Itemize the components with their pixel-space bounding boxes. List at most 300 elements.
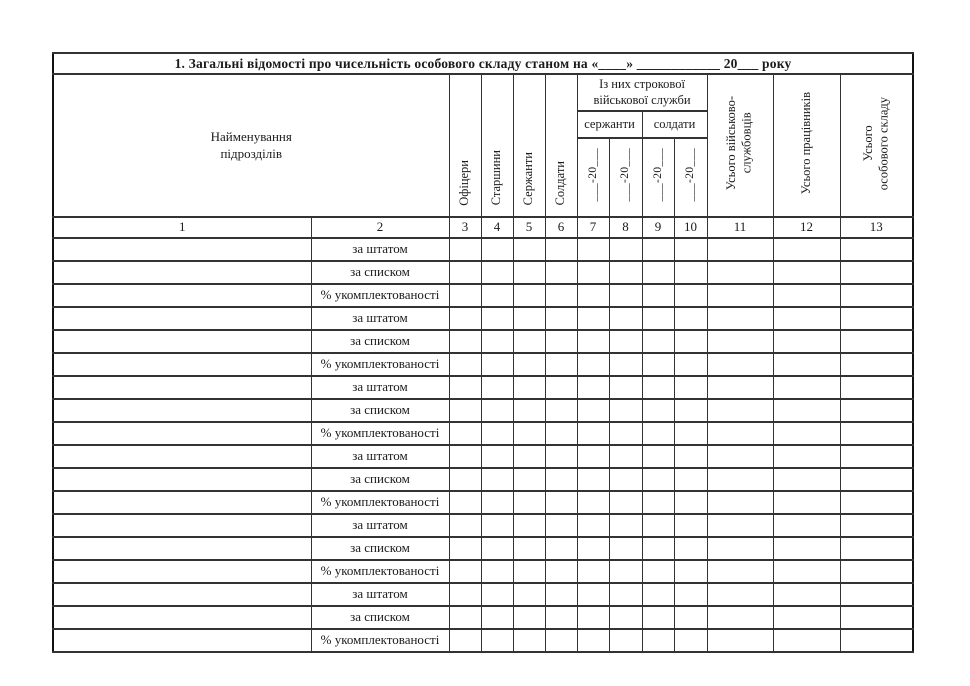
data-cell-total-personnel: [840, 491, 913, 514]
col-number-3: 3: [449, 217, 481, 238]
data-cell-total-personnel: [840, 399, 913, 422]
data-cell-conscript-sergeants-year1: [577, 445, 609, 468]
data-cell-conscript-sergeants-year1: [577, 606, 609, 629]
data-cell-officers: [449, 468, 481, 491]
data-cell-conscript-soldiers-year2: [674, 238, 707, 261]
table-header: [53, 53, 913, 238]
data-cell-conscript-sergeants-year2: [609, 330, 642, 353]
data-cell-total-personnel: [840, 445, 913, 468]
col-header-sergeants: [513, 74, 545, 217]
unit-name-cell: [53, 261, 311, 284]
row-label-cell: за списком: [311, 468, 449, 491]
data-cell-soldiers: [545, 330, 577, 353]
data-cell-sergeants: [513, 238, 545, 261]
data-cell-conscript-sergeants-year2: [609, 606, 642, 629]
data-cell-conscript-sergeants-year1: [577, 629, 609, 652]
data-cell-conscript-sergeants-year1: [577, 238, 609, 261]
row-label-cell: % укомплектованості: [311, 353, 449, 376]
data-cell-conscript-sergeants-year2: [609, 560, 642, 583]
officers-label: Офіцери: [457, 159, 472, 206]
subheader-conscript-sergeants: сержанти: [577, 111, 642, 138]
data-cell-total-servicemen: [707, 422, 773, 445]
table-row: [53, 606, 913, 629]
data-cell-conscript-soldiers-year2: [674, 560, 707, 583]
data-cell-total-workers: [773, 353, 840, 376]
table-row: [53, 629, 913, 652]
starshyny-label: Старшини: [489, 150, 504, 206]
data-cell-sergeants: [513, 514, 545, 537]
unit-name-cell: [53, 560, 311, 583]
data-cell-conscript-soldiers-year1: [642, 307, 674, 330]
data-cell-conscript-soldiers-year1: [642, 583, 674, 606]
data-cell-conscript-sergeants-year2: [609, 261, 642, 284]
data-cell-soldiers: [545, 376, 577, 399]
unit-name-cell: [53, 330, 311, 353]
data-cell-conscript-soldiers-year2: [674, 491, 707, 514]
data-cell-conscript-sergeants-year2: [609, 376, 642, 399]
data-cell-conscript-sergeants-year2: [609, 629, 642, 652]
data-cell-conscript-sergeants-year1: [577, 560, 609, 583]
data-cell-officers: [449, 399, 481, 422]
unit-name-cell: [53, 376, 311, 399]
data-cell-soldiers: [545, 284, 577, 307]
soldiers-label: Солдати: [553, 161, 568, 206]
data-cell-starshyny: [481, 606, 513, 629]
data-cell-conscript-sergeants-year2: [609, 514, 642, 537]
data-cell-total-personnel: [840, 376, 913, 399]
data-cell-total-personnel: [840, 330, 913, 353]
data-cell-conscript-sergeants-year2: [609, 353, 642, 376]
unit-name-cell: [53, 491, 311, 514]
data-cell-conscript-sergeants-year2: [609, 422, 642, 445]
row-label-cell: за штатом: [311, 376, 449, 399]
data-cell-officers: [449, 583, 481, 606]
data-cell-total-servicemen: [707, 468, 773, 491]
data-cell-conscript-soldiers-year1: [642, 445, 674, 468]
data-cell-sergeants: [513, 261, 545, 284]
data-cell-total-servicemen: [707, 330, 773, 353]
data-cell-conscript-sergeants-year2: [609, 307, 642, 330]
year-blank-cell-4: [674, 138, 707, 217]
data-cell-conscript-soldiers-year2: [674, 629, 707, 652]
data-cell-total-workers: [773, 330, 840, 353]
year-blank-2: ___-20___: [619, 148, 632, 202]
data-cell-total-personnel: [840, 537, 913, 560]
unit-name-cell: [53, 353, 311, 376]
data-cell-conscript-sergeants-year1: [577, 583, 609, 606]
data-cell-soldiers: [545, 307, 577, 330]
unit-name-cell: [53, 514, 311, 537]
col-number-10: 10: [674, 217, 707, 238]
col-number-1: 1: [53, 217, 311, 238]
data-cell-sergeants: [513, 330, 545, 353]
data-cell-conscript-sergeants-year1: [577, 284, 609, 307]
data-cell-total-workers: [773, 583, 840, 606]
row-label-cell: % укомплектованості: [311, 560, 449, 583]
data-cell-conscript-sergeants-year1: [577, 422, 609, 445]
data-cell-conscript-soldiers-year1: [642, 376, 674, 399]
data-cell-conscript-soldiers-year2: [674, 307, 707, 330]
data-cell-total-workers: [773, 606, 840, 629]
data-cell-total-personnel: [840, 560, 913, 583]
data-cell-conscript-sergeants-year1: [577, 376, 609, 399]
data-cell-conscript-soldiers-year1: [642, 261, 674, 284]
row-label-cell: % укомплектованості: [311, 491, 449, 514]
data-cell-conscript-soldiers-year1: [642, 399, 674, 422]
data-cell-starshyny: [481, 330, 513, 353]
data-cell-officers: [449, 353, 481, 376]
data-cell-officers: [449, 514, 481, 537]
col-group-conscript-service: Із них строкової військової служби: [577, 74, 707, 111]
data-cell-conscript-sergeants-year2: [609, 468, 642, 491]
data-cell-soldiers: [545, 238, 577, 261]
data-cell-officers: [449, 422, 481, 445]
table-row: [53, 537, 913, 560]
data-cell-total-servicemen: [707, 284, 773, 307]
year-blank-cell-3: [642, 138, 674, 217]
total-servicemen-line1: Усього військово-: [724, 96, 739, 191]
year-blank-cell-1: [577, 138, 609, 217]
data-cell-starshyny: [481, 537, 513, 560]
col-number-6: 6: [545, 217, 577, 238]
data-cell-sergeants: [513, 606, 545, 629]
table-body: [53, 238, 913, 652]
data-cell-conscript-soldiers-year2: [674, 422, 707, 445]
col-number-12: 12: [773, 217, 840, 238]
data-cell-starshyny: [481, 514, 513, 537]
data-cell-starshyny: [481, 560, 513, 583]
data-cell-total-servicemen: [707, 606, 773, 629]
col-header-starshyny: [481, 74, 513, 217]
data-cell-starshyny: [481, 376, 513, 399]
data-cell-starshyny: [481, 491, 513, 514]
data-cell-total-personnel: [840, 629, 913, 652]
row-label-cell: за штатом: [311, 238, 449, 261]
col-number-5: 5: [513, 217, 545, 238]
data-cell-conscript-sergeants-year1: [577, 399, 609, 422]
data-cell-conscript-sergeants-year2: [609, 537, 642, 560]
data-cell-conscript-sergeants-year1: [577, 353, 609, 376]
data-cell-starshyny: [481, 261, 513, 284]
data-cell-total-workers: [773, 537, 840, 560]
table-row: [53, 560, 913, 583]
data-cell-officers: [449, 560, 481, 583]
row-label-cell: за штатом: [311, 445, 449, 468]
total-personnel-line1: Усього: [860, 125, 875, 162]
unit-name-cell: [53, 468, 311, 491]
col-header-soldiers: [545, 74, 577, 217]
data-cell-sergeants: [513, 629, 545, 652]
data-cell-sergeants: [513, 583, 545, 606]
data-cell-total-servicemen: [707, 445, 773, 468]
col-header-officers: [449, 74, 481, 217]
data-cell-conscript-sergeants-year1: [577, 468, 609, 491]
data-cell-sergeants: [513, 399, 545, 422]
row-label-cell: % укомплектованості: [311, 629, 449, 652]
data-cell-total-workers: [773, 399, 840, 422]
data-cell-soldiers: [545, 583, 577, 606]
data-cell-total-personnel: [840, 261, 913, 284]
table-row: [53, 376, 913, 399]
data-cell-conscript-soldiers-year2: [674, 261, 707, 284]
data-cell-soldiers: [545, 560, 577, 583]
col-number-2: 2: [311, 217, 449, 238]
col-number-9: 9: [642, 217, 674, 238]
row-label-cell: за списком: [311, 537, 449, 560]
data-cell-conscript-soldiers-year2: [674, 399, 707, 422]
data-cell-conscript-soldiers-year1: [642, 606, 674, 629]
data-cell-conscript-sergeants-year1: [577, 330, 609, 353]
row-label-cell: за штатом: [311, 307, 449, 330]
data-cell-conscript-soldiers-year2: [674, 353, 707, 376]
table-row: [53, 330, 913, 353]
data-cell-conscript-soldiers-year2: [674, 468, 707, 491]
col-header-total-servicemen: [707, 74, 773, 217]
unit-name-cell: [53, 422, 311, 445]
data-cell-total-workers: [773, 514, 840, 537]
data-cell-officers: [449, 307, 481, 330]
data-cell-officers: [449, 261, 481, 284]
table-row: [53, 238, 913, 261]
unit-name-cell: [53, 537, 311, 560]
data-cell-conscript-sergeants-year1: [577, 514, 609, 537]
row-label-cell: за списком: [311, 330, 449, 353]
total-personnel-line2: особового складу: [876, 96, 891, 190]
data-cell-conscript-soldiers-year1: [642, 353, 674, 376]
col-header-total-workers: [773, 74, 840, 217]
row-label-cell: % укомплектованості: [311, 284, 449, 307]
data-cell-total-servicemen: [707, 583, 773, 606]
data-cell-soldiers: [545, 514, 577, 537]
col-number-7: 7: [577, 217, 609, 238]
data-cell-conscript-soldiers-year2: [674, 330, 707, 353]
data-cell-conscript-sergeants-year1: [577, 261, 609, 284]
data-cell-sergeants: [513, 422, 545, 445]
unit-name-cell: [53, 445, 311, 468]
data-cell-total-workers: [773, 629, 840, 652]
unit-name-cell: [53, 583, 311, 606]
sergeants-label: Сержанти: [521, 152, 536, 206]
data-cell-total-personnel: [840, 284, 913, 307]
data-cell-conscript-sergeants-year2: [609, 445, 642, 468]
unit-name-cell: [53, 307, 311, 330]
data-cell-total-servicemen: [707, 307, 773, 330]
data-cell-total-personnel: [840, 514, 913, 537]
data-cell-starshyny: [481, 353, 513, 376]
unit-name-cell: [53, 238, 311, 261]
table-row: [53, 445, 913, 468]
data-cell-conscript-sergeants-year2: [609, 583, 642, 606]
row-label-cell: за штатом: [311, 583, 449, 606]
data-cell-total-servicemen: [707, 353, 773, 376]
unit-names-line2: підрозділів: [220, 146, 283, 162]
data-cell-conscript-soldiers-year2: [674, 376, 707, 399]
data-cell-soldiers: [545, 445, 577, 468]
data-cell-sergeants: [513, 537, 545, 560]
data-cell-starshyny: [481, 238, 513, 261]
data-cell-officers: [449, 445, 481, 468]
data-cell-total-servicemen: [707, 629, 773, 652]
data-cell-total-servicemen: [707, 514, 773, 537]
data-cell-officers: [449, 629, 481, 652]
data-cell-starshyny: [481, 399, 513, 422]
row-label-cell: % укомплектованості: [311, 422, 449, 445]
data-cell-sergeants: [513, 376, 545, 399]
data-cell-total-personnel: [840, 307, 913, 330]
data-cell-conscript-sergeants-year2: [609, 491, 642, 514]
table-row: [53, 399, 913, 422]
data-cell-sergeants: [513, 284, 545, 307]
total-servicemen-label: [724, 96, 755, 190]
row-label-cell: за списком: [311, 261, 449, 284]
data-cell-total-servicemen: [707, 399, 773, 422]
row-label-cell: за списком: [311, 399, 449, 422]
year-blank-cell-2: [609, 138, 642, 217]
data-cell-sergeants: [513, 307, 545, 330]
data-cell-total-workers: [773, 491, 840, 514]
data-cell-conscript-soldiers-year1: [642, 284, 674, 307]
data-cell-conscript-soldiers-year2: [674, 284, 707, 307]
data-cell-officers: [449, 238, 481, 261]
form-title: 1. Загальні відомості про чисельність особового складу станом на «____» ____________ 20___ року: [53, 53, 913, 74]
data-cell-starshyny: [481, 422, 513, 445]
col-number-11: 11: [707, 217, 773, 238]
data-cell-starshyny: [481, 284, 513, 307]
data-cell-conscript-sergeants-year1: [577, 491, 609, 514]
data-cell-soldiers: [545, 491, 577, 514]
data-cell-starshyny: [481, 307, 513, 330]
total-workers-label: Усього працівників: [798, 92, 813, 195]
data-cell-conscript-sergeants-year2: [609, 238, 642, 261]
data-cell-conscript-soldiers-year1: [642, 422, 674, 445]
year-blank-1: ___-20___: [586, 148, 599, 202]
data-cell-officers: [449, 376, 481, 399]
data-cell-starshyny: [481, 445, 513, 468]
data-cell-sergeants: [513, 353, 545, 376]
unit-name-cell: [53, 606, 311, 629]
data-cell-total-workers: [773, 445, 840, 468]
data-cell-conscript-soldiers-year1: [642, 238, 674, 261]
table-row: [53, 261, 913, 284]
data-cell-officers: [449, 606, 481, 629]
data-cell-total-personnel: [840, 238, 913, 261]
data-cell-soldiers: [545, 353, 577, 376]
data-cell-total-workers: [773, 261, 840, 284]
data-cell-soldiers: [545, 537, 577, 560]
header-row-1: [53, 74, 913, 111]
data-cell-conscript-soldiers-year1: [642, 629, 674, 652]
total-personnel-label: [861, 97, 892, 190]
total-servicemen-line2: службовців: [740, 112, 754, 174]
row-label-cell: за списком: [311, 606, 449, 629]
data-cell-total-workers: [773, 376, 840, 399]
table-row: [53, 514, 913, 537]
data-cell-total-workers: [773, 468, 840, 491]
data-cell-officers: [449, 284, 481, 307]
data-cell-total-personnel: [840, 468, 913, 491]
table-row: [53, 583, 913, 606]
data-cell-total-servicemen: [707, 261, 773, 284]
data-cell-total-personnel: [840, 583, 913, 606]
col-number-8: 8: [609, 217, 642, 238]
year-blank-4: ___-20___: [684, 148, 697, 202]
col-number-4: 4: [481, 217, 513, 238]
data-cell-total-servicemen: [707, 376, 773, 399]
data-cell-sergeants: [513, 491, 545, 514]
col-number-13: 13: [840, 217, 913, 238]
data-cell-total-personnel: [840, 606, 913, 629]
data-cell-soldiers: [545, 422, 577, 445]
data-cell-starshyny: [481, 583, 513, 606]
subheader-conscript-soldiers: солдати: [642, 111, 707, 138]
data-cell-conscript-soldiers-year2: [674, 445, 707, 468]
column-numbers-row: [53, 217, 913, 238]
table-row: [53, 491, 913, 514]
data-cell-conscript-soldiers-year1: [642, 330, 674, 353]
data-cell-officers: [449, 537, 481, 560]
data-cell-total-workers: [773, 422, 840, 445]
data-cell-total-workers: [773, 307, 840, 330]
data-cell-soldiers: [545, 399, 577, 422]
table-row: [53, 307, 913, 330]
data-cell-conscript-soldiers-year2: [674, 606, 707, 629]
data-cell-total-servicemen: [707, 537, 773, 560]
data-cell-conscript-soldiers-year2: [674, 537, 707, 560]
data-cell-total-servicemen: [707, 491, 773, 514]
unit-names-line1: Найменування: [210, 128, 292, 144]
data-cell-sergeants: [513, 468, 545, 491]
data-cell-sergeants: [513, 445, 545, 468]
data-cell-conscript-soldiers-year1: [642, 468, 674, 491]
title-row: [53, 53, 913, 74]
data-cell-sergeants: [513, 560, 545, 583]
year-blank-3: ___-20___: [651, 148, 664, 202]
data-cell-soldiers: [545, 468, 577, 491]
data-cell-total-workers: [773, 560, 840, 583]
data-cell-starshyny: [481, 629, 513, 652]
col-header-unit-names: [53, 74, 449, 217]
data-cell-soldiers: [545, 261, 577, 284]
data-cell-officers: [449, 330, 481, 353]
col-header-total-personnel: [840, 74, 913, 217]
data-cell-total-servicemen: [707, 238, 773, 261]
data-cell-conscript-sergeants-year2: [609, 284, 642, 307]
data-cell-soldiers: [545, 606, 577, 629]
unit-name-cell: [53, 284, 311, 307]
data-cell-conscript-soldiers-year1: [642, 514, 674, 537]
data-cell-conscript-soldiers-year2: [674, 583, 707, 606]
row-label-cell: за штатом: [311, 514, 449, 537]
data-cell-conscript-soldiers-year1: [642, 491, 674, 514]
data-cell-conscript-soldiers-year1: [642, 537, 674, 560]
data-cell-total-workers: [773, 238, 840, 261]
data-cell-total-workers: [773, 284, 840, 307]
data-cell-conscript-sergeants-year1: [577, 537, 609, 560]
personnel-strength-table: [52, 52, 914, 653]
data-cell-conscript-sergeants-year2: [609, 399, 642, 422]
data-cell-total-personnel: [840, 422, 913, 445]
data-cell-total-servicemen: [707, 560, 773, 583]
table-row: [53, 353, 913, 376]
data-cell-soldiers: [545, 629, 577, 652]
data-cell-total-personnel: [840, 353, 913, 376]
unit-name-cell: [53, 629, 311, 652]
table-row: [53, 284, 913, 307]
data-cell-starshyny: [481, 468, 513, 491]
data-cell-conscript-soldiers-year1: [642, 560, 674, 583]
data-cell-conscript-sergeants-year1: [577, 307, 609, 330]
data-cell-conscript-soldiers-year2: [674, 514, 707, 537]
